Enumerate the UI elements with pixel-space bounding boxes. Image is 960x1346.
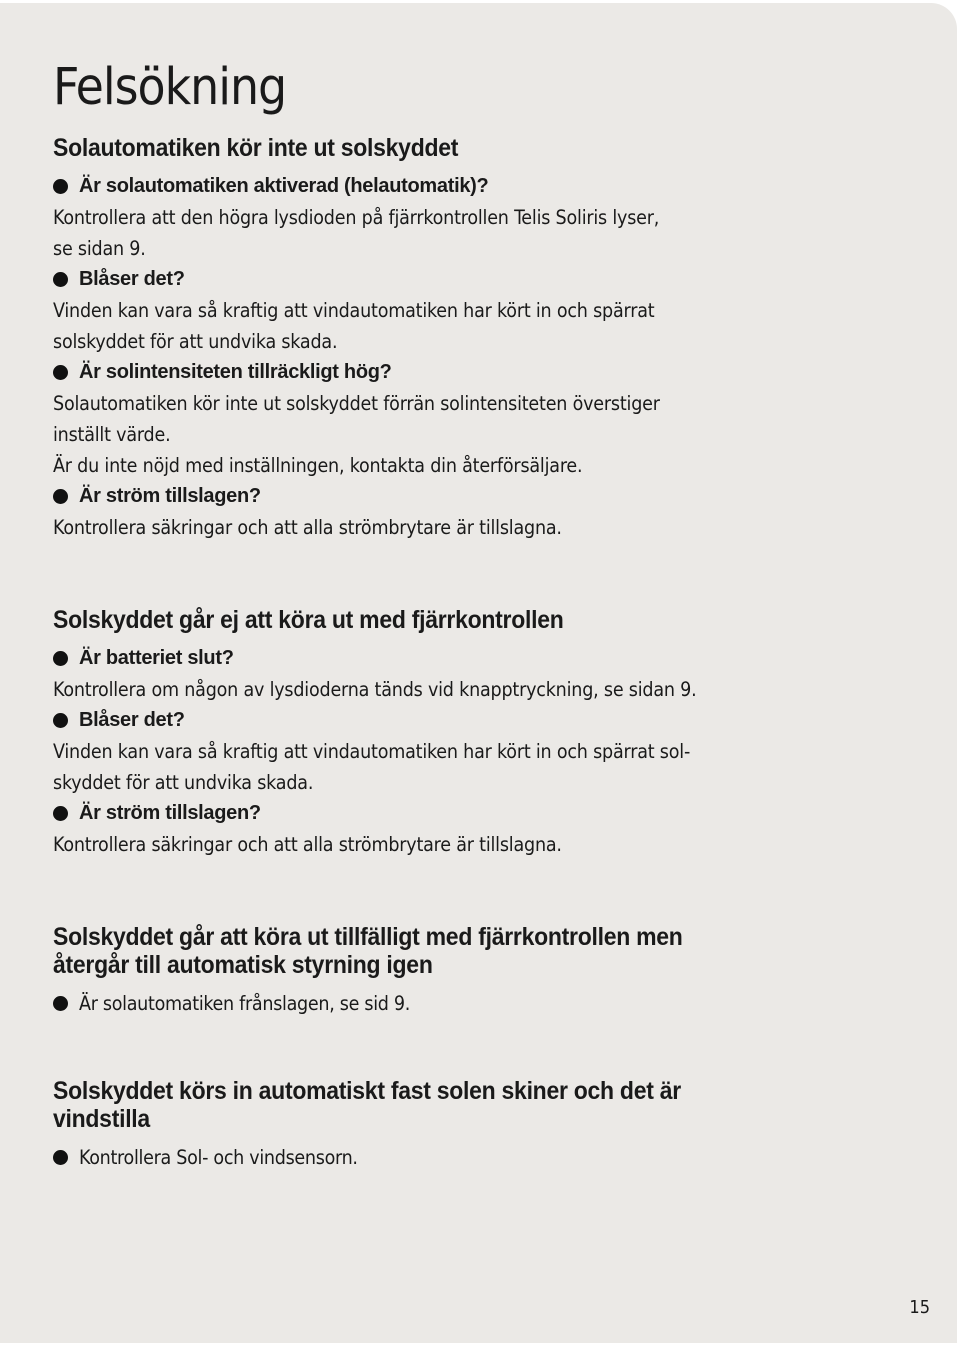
section-temporary-extend-reverts: [53, 923, 903, 1019]
bullet-icon: [53, 651, 68, 666]
item-question: Är ström tillslagen?: [79, 802, 261, 824]
section-retracts-in-calm-sun: [53, 1077, 903, 1173]
item-question: Blåser det?: [79, 709, 185, 731]
troubleshoot-item: [53, 1142, 903, 1173]
item-answer: Kontrollera säkringar och att alla strömbrytare är tillslagna.: [53, 516, 562, 539]
item-question: Kontrollera Sol- och vindsensorn.: [79, 1146, 358, 1169]
bullet-icon: [53, 179, 68, 194]
section-heading: Solautomatiken kör inte ut solskyddet: [53, 134, 459, 162]
bullet-icon: [53, 489, 68, 504]
item-question: Är solintensiteten tillräckligt hög?: [79, 361, 392, 383]
section-heading: Solskyddet körs in automatiskt fast solen skiner och det är vindstilla: [53, 1077, 681, 1133]
item-answer: Vinden kan vara så kraftig att vindautomatiken har kört in och spärrat sol- skyddet för att undvika skada.: [53, 740, 691, 794]
page-title: Felsökning: [53, 58, 287, 117]
bullet-icon: [53, 365, 68, 380]
item-question: Är solautomatiken frånslagen, se sid 9.: [79, 992, 411, 1015]
item-answer: Solautomatiken kör inte ut solskyddet förrän solintensiteten överstiger inställt värde. Är du inte nöjd med inställningen, kontakta din återförsäljare.: [53, 392, 660, 477]
bullet-icon: [53, 996, 68, 1011]
page-number: 15: [909, 1297, 930, 1318]
troubleshoot-item: [53, 357, 903, 481]
section-sun-automation-not-extending: [53, 134, 903, 543]
item-answer: Vinden kan vara så kraftig att vindautomatiken har kört in och spärrat solskyddet för att undvika skada.: [53, 299, 655, 353]
troubleshoot-item: [53, 171, 903, 264]
section-remote-cannot-extend: [53, 606, 903, 860]
item-question: Är batteriet slut?: [79, 647, 234, 669]
item-answer: Kontrollera om någon av lysdioderna tänds vid knapptryckning, se sidan 9.: [53, 678, 697, 701]
troubleshoot-item: [53, 988, 903, 1019]
item-answer: Kontrollera säkringar och att alla strömbrytare är tillslagna.: [53, 833, 562, 856]
bullet-icon: [53, 1150, 68, 1165]
troubleshoot-item: [53, 264, 903, 357]
bullet-icon: [53, 806, 68, 821]
item-question: Blåser det?: [79, 268, 185, 290]
troubleshoot-item: [53, 798, 903, 860]
section-heading: Solskyddet går ej att köra ut med fjärrkontrollen: [53, 606, 564, 634]
bullet-icon: [53, 713, 68, 728]
troubleshoot-item: [53, 481, 903, 543]
troubleshoot-item: [53, 705, 903, 798]
section-heading: Solskyddet går att köra ut tillfälligt med fjärrkontrollen men återgår till automatisk styrning igen: [53, 923, 683, 979]
item-question: Är solautomatiken aktiverad (helautomatik)?: [79, 175, 489, 197]
item-question: Är ström tillslagen?: [79, 485, 261, 507]
document-page: [0, 3, 957, 1343]
troubleshoot-item: [53, 643, 903, 705]
item-answer: Kontrollera att den högra lysdioden på fjärrkontrollen Telis Soliris lyser, se sidan 9.: [53, 206, 660, 260]
bullet-icon: [53, 272, 68, 287]
